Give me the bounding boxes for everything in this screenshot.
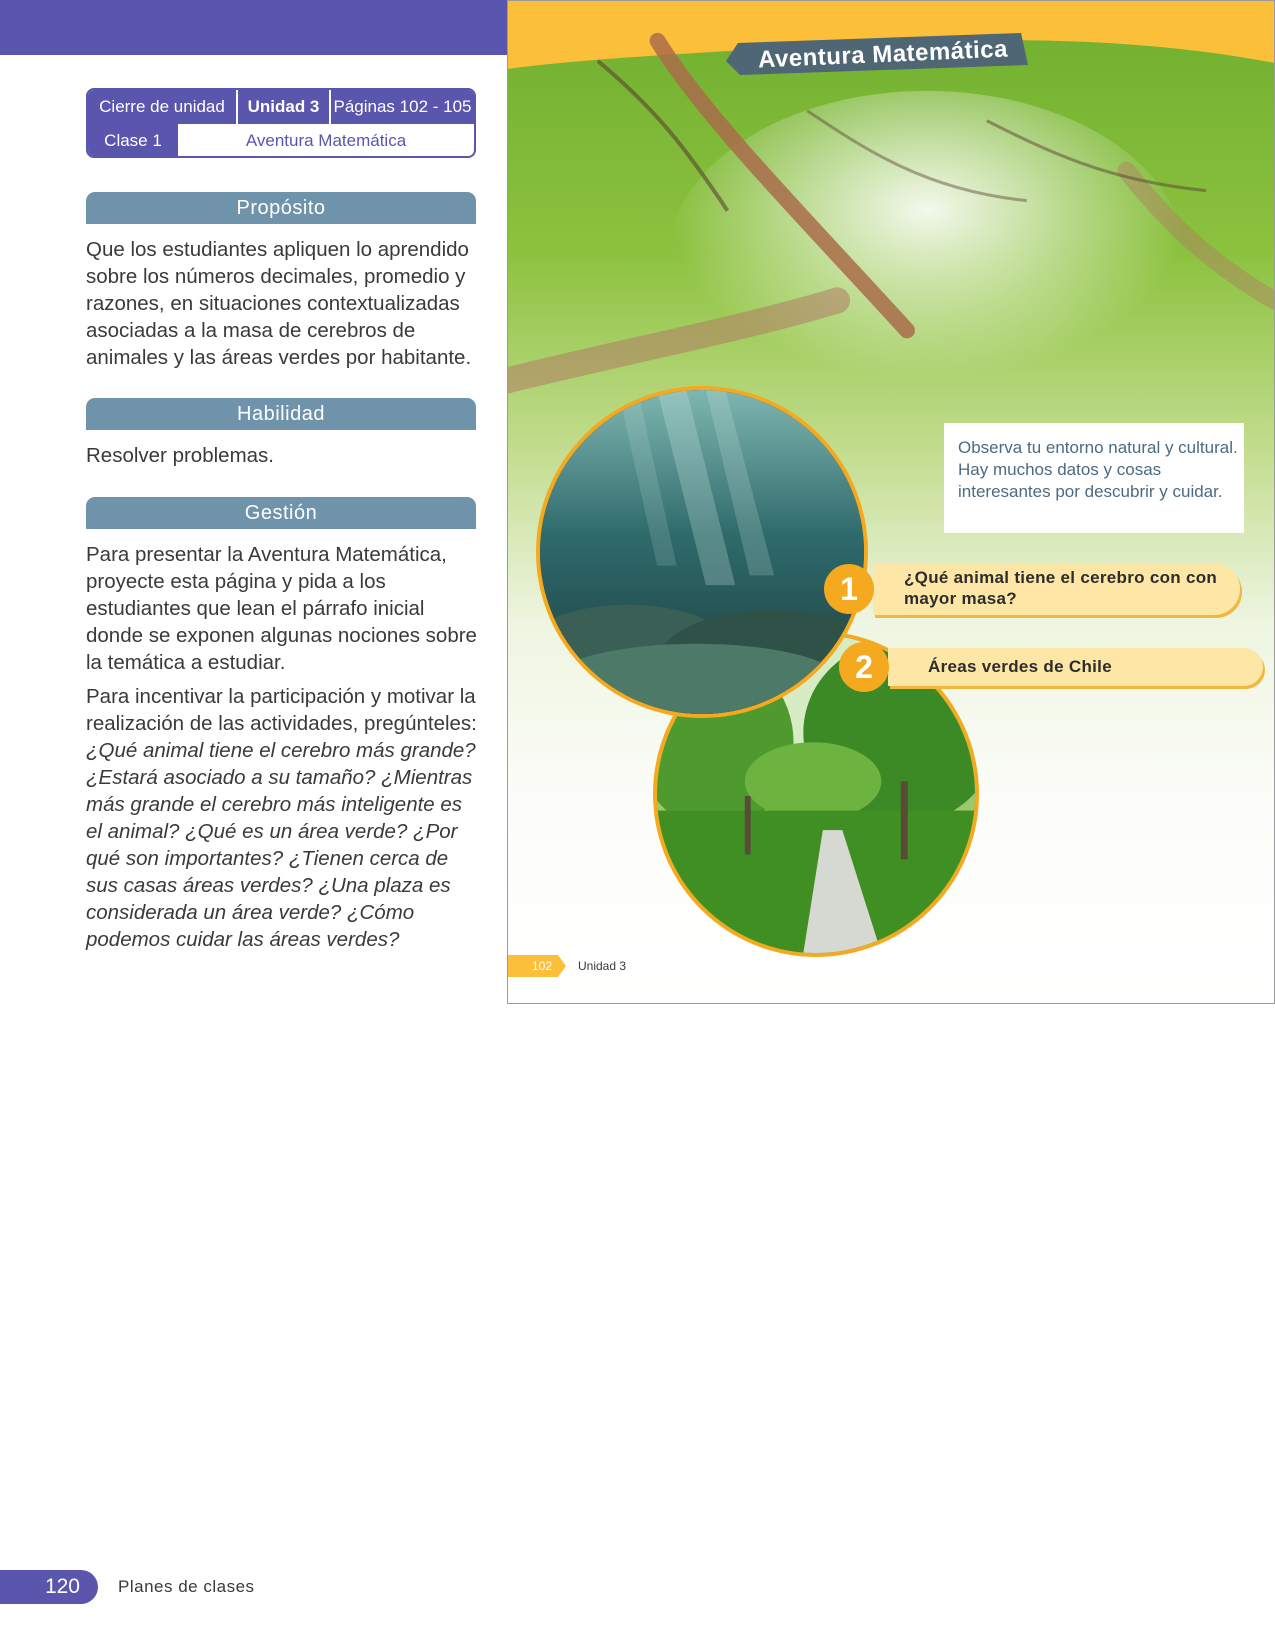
- underwater-photo: [536, 386, 868, 718]
- student-page-unit: Unidad 3: [578, 959, 627, 973]
- student-page-number: 102: [531, 959, 553, 973]
- header-class: Clase 1: [88, 124, 178, 158]
- gestion-paragraph-2-text: Para incentivar la participación y motivar la realización de las actividades, pregúnteles:: [86, 685, 477, 735]
- header-row-bottom: [88, 124, 474, 158]
- top-band: [0, 0, 508, 55]
- gestion-questions: ¿Qué animal tiene el cerebro más grande? ¿Estará asociado a su tamaño? ¿Mientras más grande el cerebro más inteligente es el animal? ¿Qué es un área verde? ¿Por qué son importantes? ¿Tienen cerca de sus casas áreas verdes? ¿Una plaza es considerada un área verde? ¿Cómo podemos cuidar las áreas verdes?: [86, 739, 476, 951]
- lesson-header-table: [86, 88, 476, 158]
- question-1-number: 1: [824, 564, 874, 614]
- proposito-heading: Propósito: [86, 192, 476, 224]
- habilidad-text: Resolver problemas.: [86, 444, 274, 467]
- underwater-illustration: [540, 390, 864, 714]
- header-pages: Páginas 102 - 105: [333, 97, 472, 116]
- footer-label: Planes de clases: [118, 1577, 255, 1596]
- footer-page-number: 120: [0, 1570, 98, 1604]
- header-class-title: Aventura Matemática: [245, 131, 407, 150]
- header-section: Cierre de unidad: [88, 90, 238, 124]
- question-2-text: Áreas verdes de Chile: [928, 657, 1112, 676]
- student-page-preview: [507, 0, 1275, 1004]
- gestion-paragraph-1: Para presentar la Aventura Matemática, proyecte esta página y pida a los estudiantes que lean el párrafo inicial donde se exponen algunas nociones sobre la temática a estudiar.: [86, 543, 477, 674]
- proposito-text: Que los estudiantes apliquen lo aprendido sobre los números decimales, promedio y razones, en situaciones contextualizadas asociadas a la masa de cerebros de animales y las áreas verdes por habitante.: [86, 238, 472, 369]
- header-row-top: [88, 90, 474, 124]
- question-1-text: ¿Qué animal tiene el cerebro con con mayor masa?: [904, 568, 1218, 608]
- adventure-title: Aventura Matemática: [757, 35, 1009, 74]
- habilidad-heading: Habilidad: [86, 398, 476, 430]
- gestion-paragraph-2: [86, 683, 481, 953]
- header-unit: Unidad 3: [238, 90, 331, 124]
- question-2-number: 2: [839, 642, 889, 692]
- gestion-heading: Gestión: [86, 497, 476, 529]
- intro-text: Observa tu entorno natural y cultural. Hay muchos datos y cosas interesantes por descubrir y cuidar.: [958, 438, 1238, 501]
